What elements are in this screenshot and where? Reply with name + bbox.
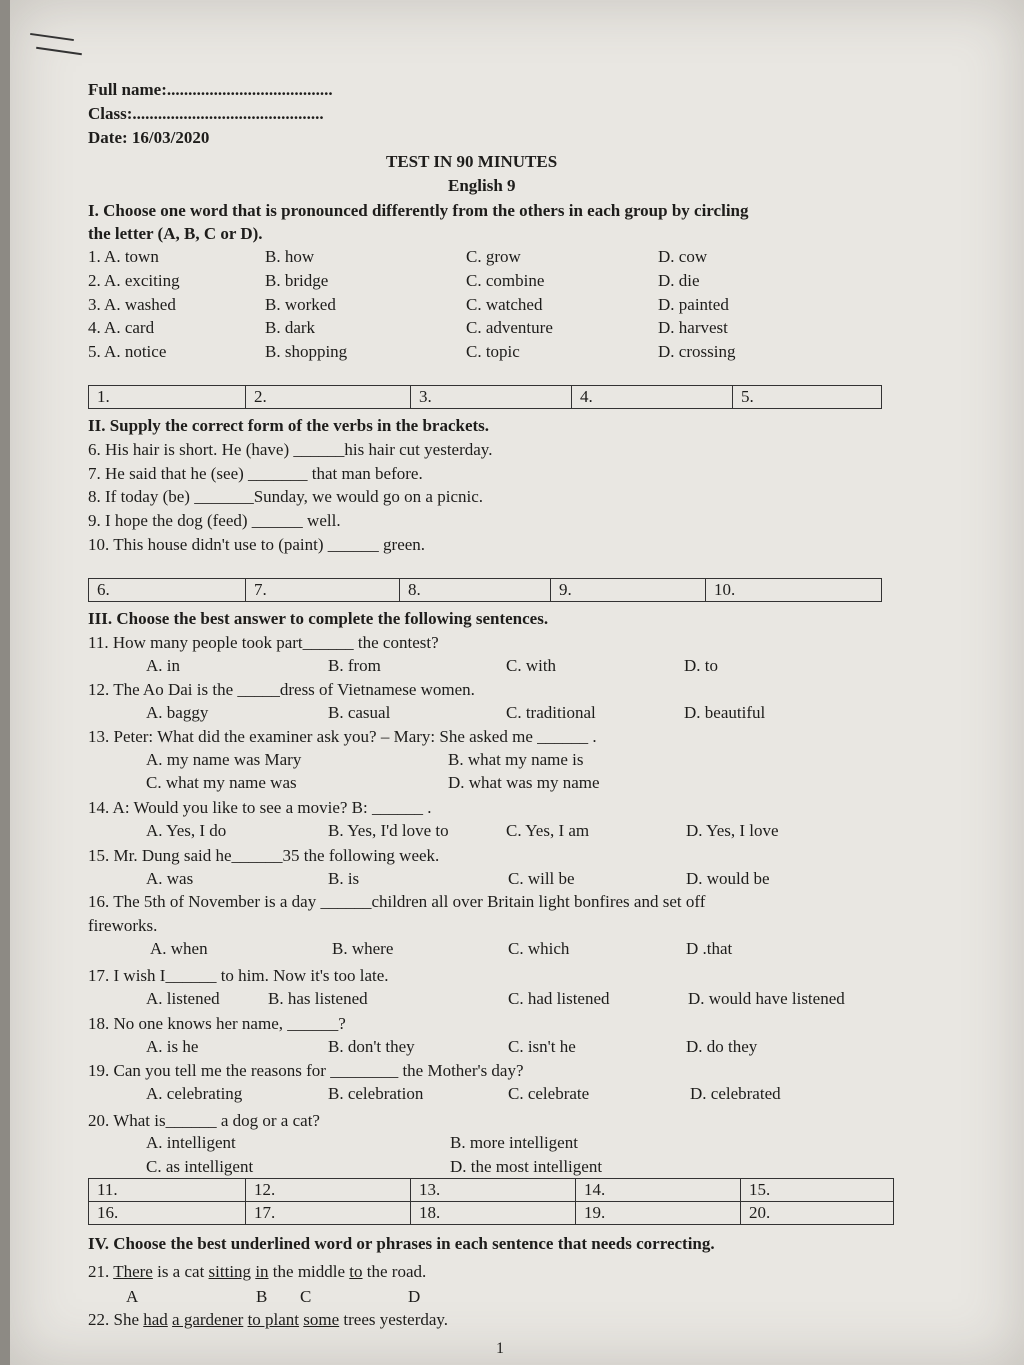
option[interactable]: A. baggy xyxy=(146,703,209,722)
page-number: 1 xyxy=(496,1340,504,1357)
option-letter: D xyxy=(408,1287,421,1306)
answer-cell[interactable]: 15. xyxy=(741,1179,894,1202)
answer-cell[interactable]: 2. xyxy=(246,386,411,409)
answer-cell[interactable]: 9. xyxy=(551,579,706,602)
answer-cell[interactable]: 13. xyxy=(411,1179,576,1202)
option[interactable]: B. where xyxy=(332,939,394,958)
section1-heading: I. Choose one word that is pronounced differently from the others in each group by circling xyxy=(88,201,749,220)
answer-cell[interactable]: 11. xyxy=(89,1179,246,1202)
pron-row-4 xyxy=(88,318,988,338)
answer-cell[interactable]: 12. xyxy=(246,1179,411,1202)
underlined-word-d[interactable]: some xyxy=(303,1310,340,1329)
worksheet-page xyxy=(10,0,1024,1365)
options-20b xyxy=(146,1157,846,1177)
question-13: 13. Peter: What did the examiner ask you? – Mary: She asked me ______ . xyxy=(88,727,597,746)
underlined-word-c[interactable]: to plant xyxy=(247,1310,300,1329)
option[interactable]: A. my name was Mary xyxy=(146,750,302,769)
question-21 xyxy=(88,1262,426,1282)
underlined-word-a[interactable]: There xyxy=(113,1262,153,1281)
option[interactable]: B. has listened xyxy=(268,989,368,1008)
class-field: Class:............................................. xyxy=(88,104,324,123)
option[interactable]: C. what my name was xyxy=(146,773,297,792)
option[interactable]: B. don't they xyxy=(328,1037,415,1056)
question-16: 16. The 5th of November is a day ______children all over Britain light bonfires and set off xyxy=(88,892,706,911)
option[interactable]: C. celebrate xyxy=(508,1084,590,1103)
pron-option: D. cow xyxy=(658,247,708,266)
answer-cell[interactable]: 6. xyxy=(89,579,246,602)
option[interactable]: B. what my name is xyxy=(448,750,584,769)
answer-cell[interactable]: 5. xyxy=(733,386,882,409)
verb-item: 7. He said that he (see) _______ that man before. xyxy=(88,464,423,483)
question-16-cont: fireworks. xyxy=(88,916,158,935)
options-13b xyxy=(146,773,846,793)
pron-option: C. topic xyxy=(466,342,520,361)
option[interactable]: B. casual xyxy=(328,703,391,722)
option[interactable]: A. is he xyxy=(146,1037,199,1056)
option[interactable]: D. Yes, I love xyxy=(686,821,779,840)
section4-heading: IV. Choose the best underlined word or phrases in each sentence that needs correcting. xyxy=(88,1234,715,1253)
question-18: 18. No one knows her name, ______? xyxy=(88,1014,346,1033)
pron-option: C. grow xyxy=(466,247,521,266)
option[interactable]: D. do they xyxy=(686,1037,758,1056)
option[interactable]: A. Yes, I do xyxy=(146,821,227,840)
sentence-text: the road. xyxy=(366,1262,427,1281)
date-field: Date: 16/03/2020 xyxy=(88,128,210,147)
option[interactable]: A. celebrating xyxy=(146,1084,243,1103)
pron-option: D. die xyxy=(658,271,700,290)
question-17: 17. I wish I______ to him. Now it's too late. xyxy=(88,966,389,985)
answer-cell[interactable]: 17. xyxy=(246,1202,411,1225)
question-12: 12. The Ao Dai is the _____dress of Vietnamese women. xyxy=(88,680,475,699)
option[interactable]: D. would be xyxy=(686,869,770,888)
option[interactable]: B. more intelligent xyxy=(450,1133,578,1152)
question-22 xyxy=(88,1310,448,1330)
option[interactable]: D. would have listened xyxy=(688,989,845,1008)
options-18 xyxy=(146,1037,846,1057)
question-20: 20. What is______ a dog or a cat? xyxy=(88,1111,320,1130)
test-subtitle: English 9 xyxy=(448,176,516,195)
underlined-word-c[interactable]: in xyxy=(255,1262,269,1281)
pron-option: D. painted xyxy=(658,295,729,314)
q21-letters xyxy=(88,1287,588,1307)
option[interactable]: C. had listened xyxy=(508,989,610,1008)
pron-option: B. worked xyxy=(265,295,336,314)
pron-option: D. harvest xyxy=(658,318,728,337)
pron-row-1 xyxy=(88,247,988,267)
answer-cell[interactable]: 14. xyxy=(576,1179,741,1202)
option-letter: A xyxy=(126,1287,139,1306)
pron-row-5 xyxy=(88,342,988,362)
question-number: 22. She xyxy=(88,1310,139,1329)
options-20a xyxy=(146,1133,846,1153)
option[interactable]: B. celebration xyxy=(328,1084,424,1103)
sentence-text: the middle xyxy=(272,1262,346,1281)
sentence-text: is a cat xyxy=(157,1262,205,1281)
pron-option: D. crossing xyxy=(658,342,736,361)
answer-cell[interactable]: 1. xyxy=(89,386,246,409)
pron-option: B. dark xyxy=(265,318,316,337)
options-11 xyxy=(146,656,846,676)
option[interactable]: C. traditional xyxy=(506,703,596,722)
verb-item: 8. If today (be) _______Sunday, we would go on a picnic. xyxy=(88,487,484,506)
section2-heading: II. Supply the correct form of the verbs in the brackets. xyxy=(88,416,490,435)
options-19 xyxy=(146,1084,846,1104)
option[interactable]: B. from xyxy=(328,656,381,675)
answer-cell[interactable]: 4. xyxy=(572,386,733,409)
underlined-word-b[interactable]: a gardener xyxy=(172,1310,244,1329)
option[interactable]: C. which xyxy=(508,939,570,958)
option[interactable]: C. as intelligent xyxy=(146,1157,254,1176)
option[interactable]: A. listened xyxy=(146,989,220,1008)
option[interactable]: A. when xyxy=(150,939,208,958)
options-14 xyxy=(146,821,846,841)
question-11: 11. How many people took part______ the contest? xyxy=(88,633,439,652)
underlined-word-a[interactable]: had xyxy=(143,1310,168,1329)
pron-option: 4. A. card xyxy=(88,318,155,337)
pron-option: 2. A. exciting xyxy=(88,271,180,290)
pron-option: C. adventure xyxy=(466,318,553,337)
option[interactable]: C. with xyxy=(506,656,557,675)
option[interactable]: B. is xyxy=(328,869,360,888)
pron-option: 3. A. washed xyxy=(88,295,176,314)
option[interactable]: A. in xyxy=(146,656,180,675)
pron-option: B. shopping xyxy=(265,342,348,361)
answer-cell[interactable]: 19. xyxy=(576,1202,741,1225)
question-number: 21. xyxy=(88,1262,110,1281)
pron-option: C. watched xyxy=(466,295,543,314)
verb-item: 9. I hope the dog (feed) ______ well. xyxy=(88,511,341,530)
option[interactable]: D. to xyxy=(684,656,718,675)
test-title: TEST IN 90 MINUTES xyxy=(386,152,558,171)
full-name-field: Full name:....................................... xyxy=(88,80,333,99)
option[interactable]: D .that xyxy=(686,939,733,958)
answer-cell[interactable]: 10. xyxy=(706,579,882,602)
underlined-word-d[interactable]: to xyxy=(349,1262,363,1281)
option[interactable]: B. Yes, I'd love to xyxy=(328,821,449,840)
question-15: 15. Mr. Dung said he______35 the following week. xyxy=(88,846,440,865)
option[interactable]: D. what was my name xyxy=(448,773,600,792)
pron-option: 1. A. town xyxy=(88,247,159,266)
answer-table-3 xyxy=(88,1178,894,1225)
underlined-word-b[interactable]: sitting xyxy=(208,1262,252,1281)
pron-option: B. bridge xyxy=(265,271,329,290)
answer-cell[interactable]: 16. xyxy=(89,1202,246,1225)
verb-item: 6. His hair is short. He (have) ______his hair cut yesterday. xyxy=(88,440,493,459)
pron-option: B. how xyxy=(265,247,315,266)
answer-cell[interactable]: 8. xyxy=(400,579,551,602)
option[interactable]: D. the most intelligent xyxy=(450,1157,603,1176)
option-letter: B xyxy=(256,1287,268,1306)
options-17 xyxy=(146,989,926,1009)
answer-cell[interactable]: 7. xyxy=(246,579,400,602)
pron-row-2 xyxy=(88,271,988,291)
answer-table-1 xyxy=(88,385,882,409)
answer-cell[interactable]: 18. xyxy=(411,1202,576,1225)
option[interactable]: D. celebrated xyxy=(690,1084,781,1103)
answer-table-2 xyxy=(88,578,882,602)
answer-cell[interactable]: 3. xyxy=(411,386,572,409)
question-19: 19. Can you tell me the reasons for ________ the Mother's day? xyxy=(88,1061,524,1080)
question-14: 14. A: Would you like to see a movie? B: ______ . xyxy=(88,798,432,817)
option[interactable]: D. beautiful xyxy=(684,703,766,722)
option[interactable]: A. was xyxy=(146,869,194,888)
option[interactable]: C. isn't he xyxy=(508,1037,576,1056)
section3-heading: III. Choose the best answer to complete the following sentences. xyxy=(88,609,549,628)
pron-option: 5. A. notice xyxy=(88,342,167,361)
option[interactable]: C. will be xyxy=(508,869,575,888)
pron-option: C. combine xyxy=(466,271,545,290)
options-15 xyxy=(146,869,846,889)
section1-heading-cont: the letter (A, B, C or D). xyxy=(88,224,263,243)
answer-cell[interactable]: 20. xyxy=(741,1202,894,1225)
options-16 xyxy=(150,939,850,959)
option[interactable]: A. intelligent xyxy=(146,1133,236,1152)
option[interactable]: C. Yes, I am xyxy=(506,821,590,840)
pron-row-3 xyxy=(88,295,988,315)
options-13a xyxy=(146,750,846,770)
verb-item: 10. This house didn't use to (paint) ______ green. xyxy=(88,535,426,554)
options-12 xyxy=(146,703,846,723)
option-letter: C xyxy=(300,1287,312,1306)
pen-mark xyxy=(28,30,84,62)
sentence-text: trees yesterday. xyxy=(343,1310,449,1329)
